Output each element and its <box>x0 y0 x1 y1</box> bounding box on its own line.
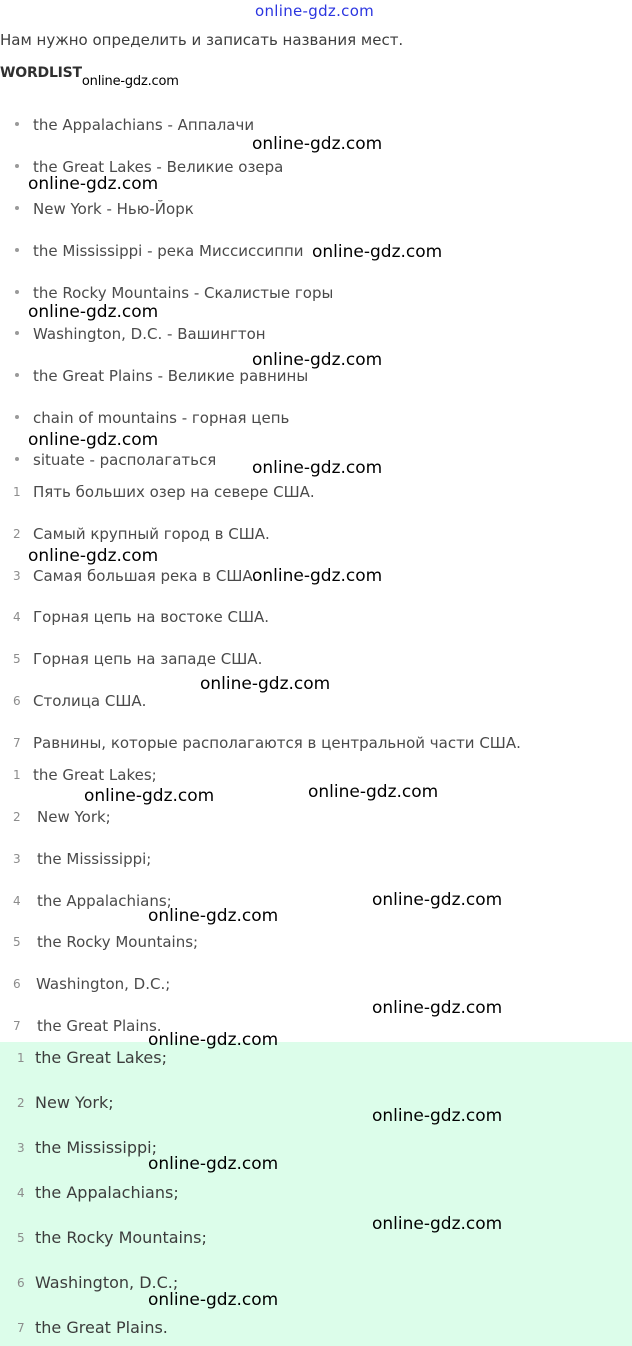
wordlist-heading <box>0 65 179 89</box>
watermark: online-gdz.com <box>372 890 503 910</box>
answer-text: New York; <box>37 808 111 826</box>
item-number: 1 <box>17 1051 25 1065</box>
final-answer-text: the Appalachians; <box>35 1183 179 1202</box>
item-number: 5 <box>13 652 21 666</box>
item-number: 6 <box>17 1276 25 1290</box>
item-number: 2 <box>13 810 21 824</box>
watermark: online-gdz.com <box>372 1214 503 1234</box>
word-text: New York - Нью-Йорк <box>33 200 194 218</box>
bullet-icon <box>15 122 19 126</box>
final-answer-text: New York; <box>35 1093 114 1112</box>
item-number: 6 <box>13 977 21 991</box>
watermark: online-gdz.com <box>312 242 443 262</box>
question-text: Горная цепь на западе США. <box>33 650 263 668</box>
word-text: situate - располагаться <box>33 451 217 469</box>
word-text: the Appalachians - Аппалачи <box>33 116 255 134</box>
item-number: 1 <box>13 485 21 499</box>
answer-text: the Great Plains. <box>37 1017 162 1035</box>
question-text: Равнины, которые располагаются в центральной части США. <box>33 734 521 752</box>
final-answer-text: the Great Lakes; <box>35 1048 167 1067</box>
bullet-icon <box>15 290 19 294</box>
final-answer-text: the Mississippi; <box>35 1138 157 1157</box>
watermark: online-gdz.com <box>252 350 383 370</box>
bullet-icon <box>15 415 19 419</box>
word-text: the Great Plains - Великие равнины <box>33 367 309 385</box>
watermark: online-gdz.com <box>28 430 159 450</box>
watermark: online-gdz.com <box>252 134 383 154</box>
watermark: online-gdz.com <box>372 998 503 1018</box>
answer-text: the Appalachians; <box>37 892 172 910</box>
item-number: 4 <box>13 894 21 908</box>
item-number: 2 <box>17 1096 25 1110</box>
bullet-icon <box>15 248 19 252</box>
bullet-icon <box>15 164 19 168</box>
answer-text: Washington, D.C.; <box>36 975 171 993</box>
item-number: 3 <box>13 569 21 583</box>
bullet-icon <box>15 373 19 377</box>
bullet-icon <box>15 331 19 335</box>
watermark: online-gdz.com <box>252 566 383 586</box>
answer-text: the Great Lakes; <box>33 766 157 784</box>
word-text: the Rocky Mountains - Скалистые горы <box>33 284 334 302</box>
intro-text: Нам нужно определить и записать названия мест. <box>0 31 404 49</box>
final-answer-text: Washington, D.C.; <box>35 1273 179 1292</box>
watermark: online-gdz.com <box>148 1030 279 1050</box>
word-text: the Mississippi - река Миссисcиппи <box>33 242 304 260</box>
final-answer-text: the Great Plains. <box>35 1318 168 1337</box>
watermark: online-gdz.com <box>28 302 159 322</box>
item-number: 3 <box>17 1141 25 1155</box>
item-number: 5 <box>17 1231 25 1245</box>
item-number: 5 <box>13 935 21 949</box>
item-number: 4 <box>13 610 21 624</box>
watermark: online-gdz.com <box>372 1106 503 1126</box>
item-number: 7 <box>17 1321 25 1335</box>
watermark: online-gdz.com <box>308 782 439 802</box>
item-number: 6 <box>13 694 21 708</box>
bullet-icon <box>15 457 19 461</box>
watermark-top: online-gdz.com <box>255 2 375 20</box>
watermark: online-gdz.com <box>252 458 383 478</box>
question-text: Самый крупный город в США. <box>33 525 270 543</box>
question-text: Пять больших озер на севере США. <box>33 483 315 501</box>
item-number: 3 <box>13 852 21 866</box>
watermark: online-gdz.com <box>28 174 159 194</box>
answer-text: the Mississippi; <box>37 850 152 868</box>
bullet-icon <box>15 206 19 210</box>
word-text: the Great Lakes - Великие озера <box>33 158 284 176</box>
watermark: online-gdz.com <box>200 674 331 694</box>
word-text: Washington, D.C. - Вашингтон <box>33 325 266 343</box>
question-text: Самая большая река в США. <box>33 567 258 585</box>
item-number: 2 <box>13 527 21 541</box>
question-text: Столица США. <box>33 692 147 710</box>
watermark: online-gdz.com <box>148 906 279 926</box>
watermark: online-gdz.com <box>148 1290 279 1310</box>
watermark: online-gdz.com <box>148 1154 279 1174</box>
wordlist-watermark: online-gdz.com <box>81 74 179 89</box>
final-answer-text: the Rocky Mountains; <box>35 1228 207 1247</box>
watermark: online-gdz.com <box>28 546 159 566</box>
item-number: 7 <box>13 1019 21 1033</box>
question-text: Горная цепь на востоке США. <box>33 608 270 626</box>
item-number: 4 <box>17 1186 25 1200</box>
answer-text: the Rocky Mountains; <box>37 933 199 951</box>
item-number: 7 <box>13 736 21 750</box>
watermark: online-gdz.com <box>84 786 215 806</box>
wordlist-title: WORDLIST <box>0 65 82 81</box>
word-text: chain of mountains - горная цепь <box>33 409 290 427</box>
answer-highlight-block <box>0 1042 632 1346</box>
item-number: 1 <box>13 768 21 782</box>
